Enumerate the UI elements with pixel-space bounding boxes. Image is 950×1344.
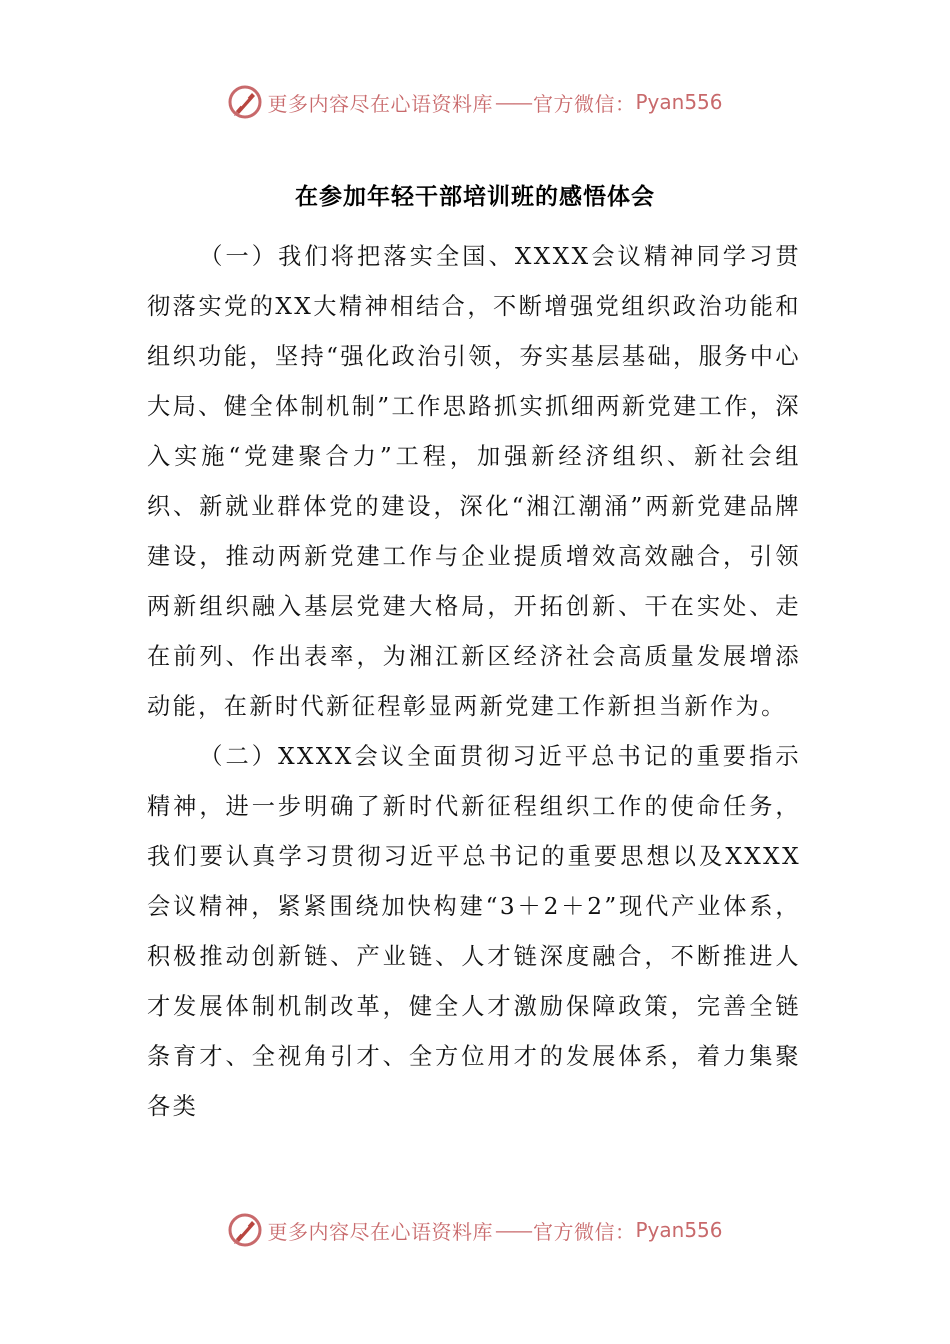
watermark-footer xyxy=(0,1208,950,1252)
watermark-header xyxy=(0,80,950,124)
watermark-label: 官方微信： xyxy=(532,91,636,116)
paragraph-2: （二）XXXX会议全面贯彻习近平总书记的重要指示精神，进一步明确了新时代新征程组织工作的使命任务，我们要认真学习贯彻习近平总书记的重要思想以及XXXX会议精神，紧紧围绕加快构建“3＋2＋2”现代产业体系，积极推动创新链、产业链、人才链深度融合，不断推进人才发展体制机制改革，健全人才激励保障政策，完善全链条育才、全视角引才、全方位用才的发展体系，着力集聚各类 xyxy=(147,743,801,1120)
page-title: 在参加年轻干部培训班的感悟体会 xyxy=(295,184,655,210)
pen-logo-icon xyxy=(227,1212,263,1248)
watermark-account: Pyan556 xyxy=(635,90,723,114)
watermark-account: Pyan556 xyxy=(635,1218,723,1242)
document-body xyxy=(147,232,801,1132)
watermark-label: 官方微信： xyxy=(532,1219,636,1244)
watermark-text: 更多内容尽在心语资料库 xyxy=(267,91,493,116)
watermark-dash: —— xyxy=(494,1218,531,1242)
watermark-dash: —— xyxy=(494,90,531,114)
paragraph-1: （一）我们将把落实全国、XXXX会议精神同学习贯彻落实党的XX大精神相结合，不断增强党组织政治功能和组织功能，坚持“强化政治引领，夯实基层基础，服务中心大局、健全体制机制”工作思路抓实抓细两新党建工作，深入实施“党建聚合力”工程，加强新经济组织、新社会组织、新就业群体党的建设，深化“湘江潮涌”两新党建品牌建设，推动两新党建工作与企业提质增效高效融合，引领两新组织融入基层党建大格局，开拓创新、干在实处、走在前列、作出表率，为湘江新区经济社会高质量发展增添动能，在新时代新征程彰显两新党建工作新担当新作为。 xyxy=(147,243,801,720)
pen-logo-icon xyxy=(227,84,263,120)
watermark-text: 更多内容尽在心语资料库 xyxy=(267,1219,493,1244)
